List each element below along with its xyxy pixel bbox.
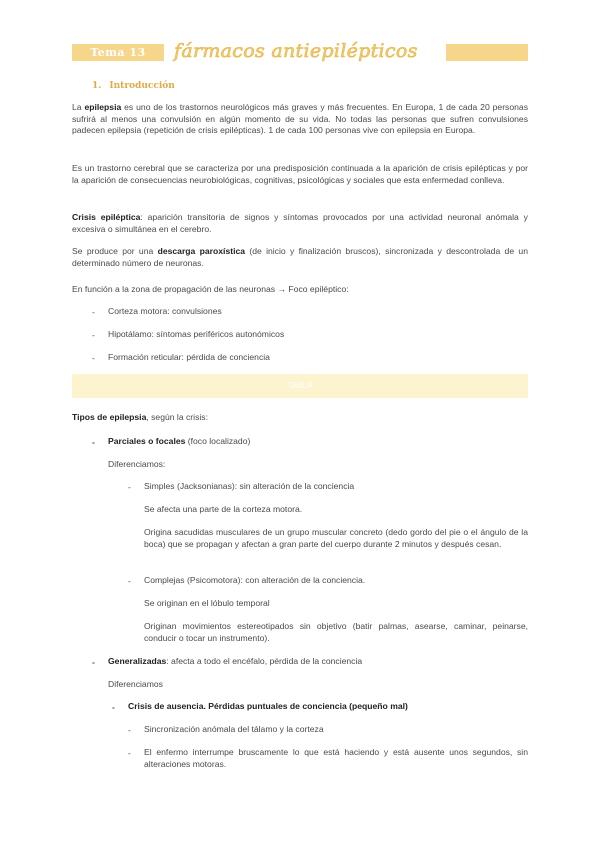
list-bullet: -	[92, 307, 95, 317]
partial-complex: Complejas (Psicomotora): con alteración de la conciencia.	[144, 575, 366, 585]
list-bullet: -	[128, 576, 131, 586]
list-item-term: Corteza motora	[108, 306, 168, 316]
list-bullet: -	[128, 725, 131, 735]
partial-diferenciamos: Diferenciamos:	[108, 459, 166, 469]
types-heading	[72, 412, 528, 424]
p3-post: : aparición transitoria de signos y síntomas provocados por una actividad neuronal anómala y excesiva o simultánea en el cerebro.	[72, 212, 528, 234]
intro-paragraph-2: Es un trastorno cerebral que se caracteriza por una predisposición continuada a la aparición de crisis epilépticas y por la aparición de consecuencias neurobiológicas, cognitivas, psicológicas y sociales que esta enfermedad conlleva.	[72, 163, 528, 185]
types-heading-post: , según la crisis:	[146, 412, 208, 422]
list-bullet: -	[128, 748, 131, 758]
partial-desc: (foco localizado)	[185, 436, 251, 446]
list-bullet: -	[128, 482, 131, 492]
tema-label: Tema 13	[90, 46, 146, 59]
intro-paragraph-4	[72, 246, 528, 269]
section-number: 1.	[92, 81, 102, 91]
list-item-desc: : pérdida de conciencia	[181, 352, 270, 362]
p4-bold: descarga paroxística	[157, 246, 246, 256]
types-heading-bold: Tipos de epilepsia	[72, 412, 147, 422]
p1-post: es uno de los trastornos neurológicos más graves y más frecuentes. En Europa, 1 de cada 20 personas sufrirá al menos una convulsión en algún momento de su vida. No todas las personas que sufren convulsiones padecen epilepsia (repetición de crisis epilépticas). 1 de cada 100 personas vive con epilepsia en Europa.	[72, 102, 528, 136]
list-item-formacion	[108, 352, 528, 364]
partial-simple: Simples (Jacksonianas): sin alteración de la conciencia	[144, 481, 355, 491]
partial-simple-a: Se afecta una parte de la corteza motora.	[144, 504, 303, 514]
list-item-desc: : convulsiones	[167, 306, 222, 316]
general-absence-b: El enfermo interrumpe bruscamente lo que está haciendo y está ausente unos segundos, sin alteraciones motoras.	[144, 747, 528, 769]
list-item-term: Formación reticular	[108, 352, 182, 362]
intro-paragraph-3	[72, 212, 528, 235]
partial-complex-b: Originan movimientos estereotipados sin objetivo (batir palmas, asearse, caminar, peinarse, conducir o tocar un instrumento).	[144, 621, 528, 643]
header-right-band	[446, 44, 528, 61]
general-term: Generalizadas	[108, 656, 167, 666]
partial-term: Parciales o focales	[108, 436, 186, 446]
section-title: Introducción	[109, 81, 175, 91]
intro-paragraph-5: En función a la zona de propagación de las neuronas → Foco epiléptico:	[72, 284, 349, 294]
list-bullet: -	[92, 330, 95, 340]
general-absence-a: Sincronización anómala del tálamo y la corteza	[144, 724, 324, 734]
list-bullet: -	[112, 702, 115, 712]
list-bullet: -	[92, 657, 95, 667]
list-bullet: -	[92, 353, 95, 363]
document-title: fármacos antiepilépticos	[174, 40, 418, 62]
list-item-term: Hipotálamo	[108, 329, 152, 339]
list-item-hipotalamo	[108, 329, 528, 341]
partial-complex-a: Se originan en el lóbulo temporal	[144, 598, 270, 608]
partial-heading	[108, 436, 528, 448]
general-diferenciamos: Diferenciamos	[108, 679, 163, 689]
table-placeholder-band	[72, 374, 528, 398]
list-bullet: -	[92, 437, 95, 447]
general-heading	[108, 656, 528, 668]
section-heading	[92, 81, 175, 91]
p4-post: (de inicio y finalización bruscos), sincronizada y descontrolada de un determinado número de neuronas.	[72, 246, 528, 268]
table-placeholder-label: TABLA	[287, 381, 313, 390]
general-absence: Crisis de ausencia. Pérdidas puntuales de conciencia (pequeño mal)	[128, 701, 408, 711]
partial-simple-b: Origina sacudidas musculares de un grupo muscular concreto (dedo gordo del pie o el ángulo de la boca) que se propagan y afectan a gran parte del cuerpo durante 2 minutos y después cesan.	[144, 527, 528, 549]
list-item-desc: : síntomas periféricos autonómicos	[151, 329, 285, 339]
p3-bold: Crisis epiléptica	[72, 212, 141, 222]
intro-paragraph-1	[72, 102, 528, 137]
p4-pre: Se produce por una	[72, 246, 158, 256]
p1-pre: La	[72, 102, 85, 112]
list-item-corteza	[108, 306, 528, 318]
p1-bold: epilepsia	[84, 102, 122, 112]
general-desc: : afecta a todo el encéfalo, pérdida de la conciencia	[166, 656, 363, 666]
header-left-band	[72, 44, 164, 61]
